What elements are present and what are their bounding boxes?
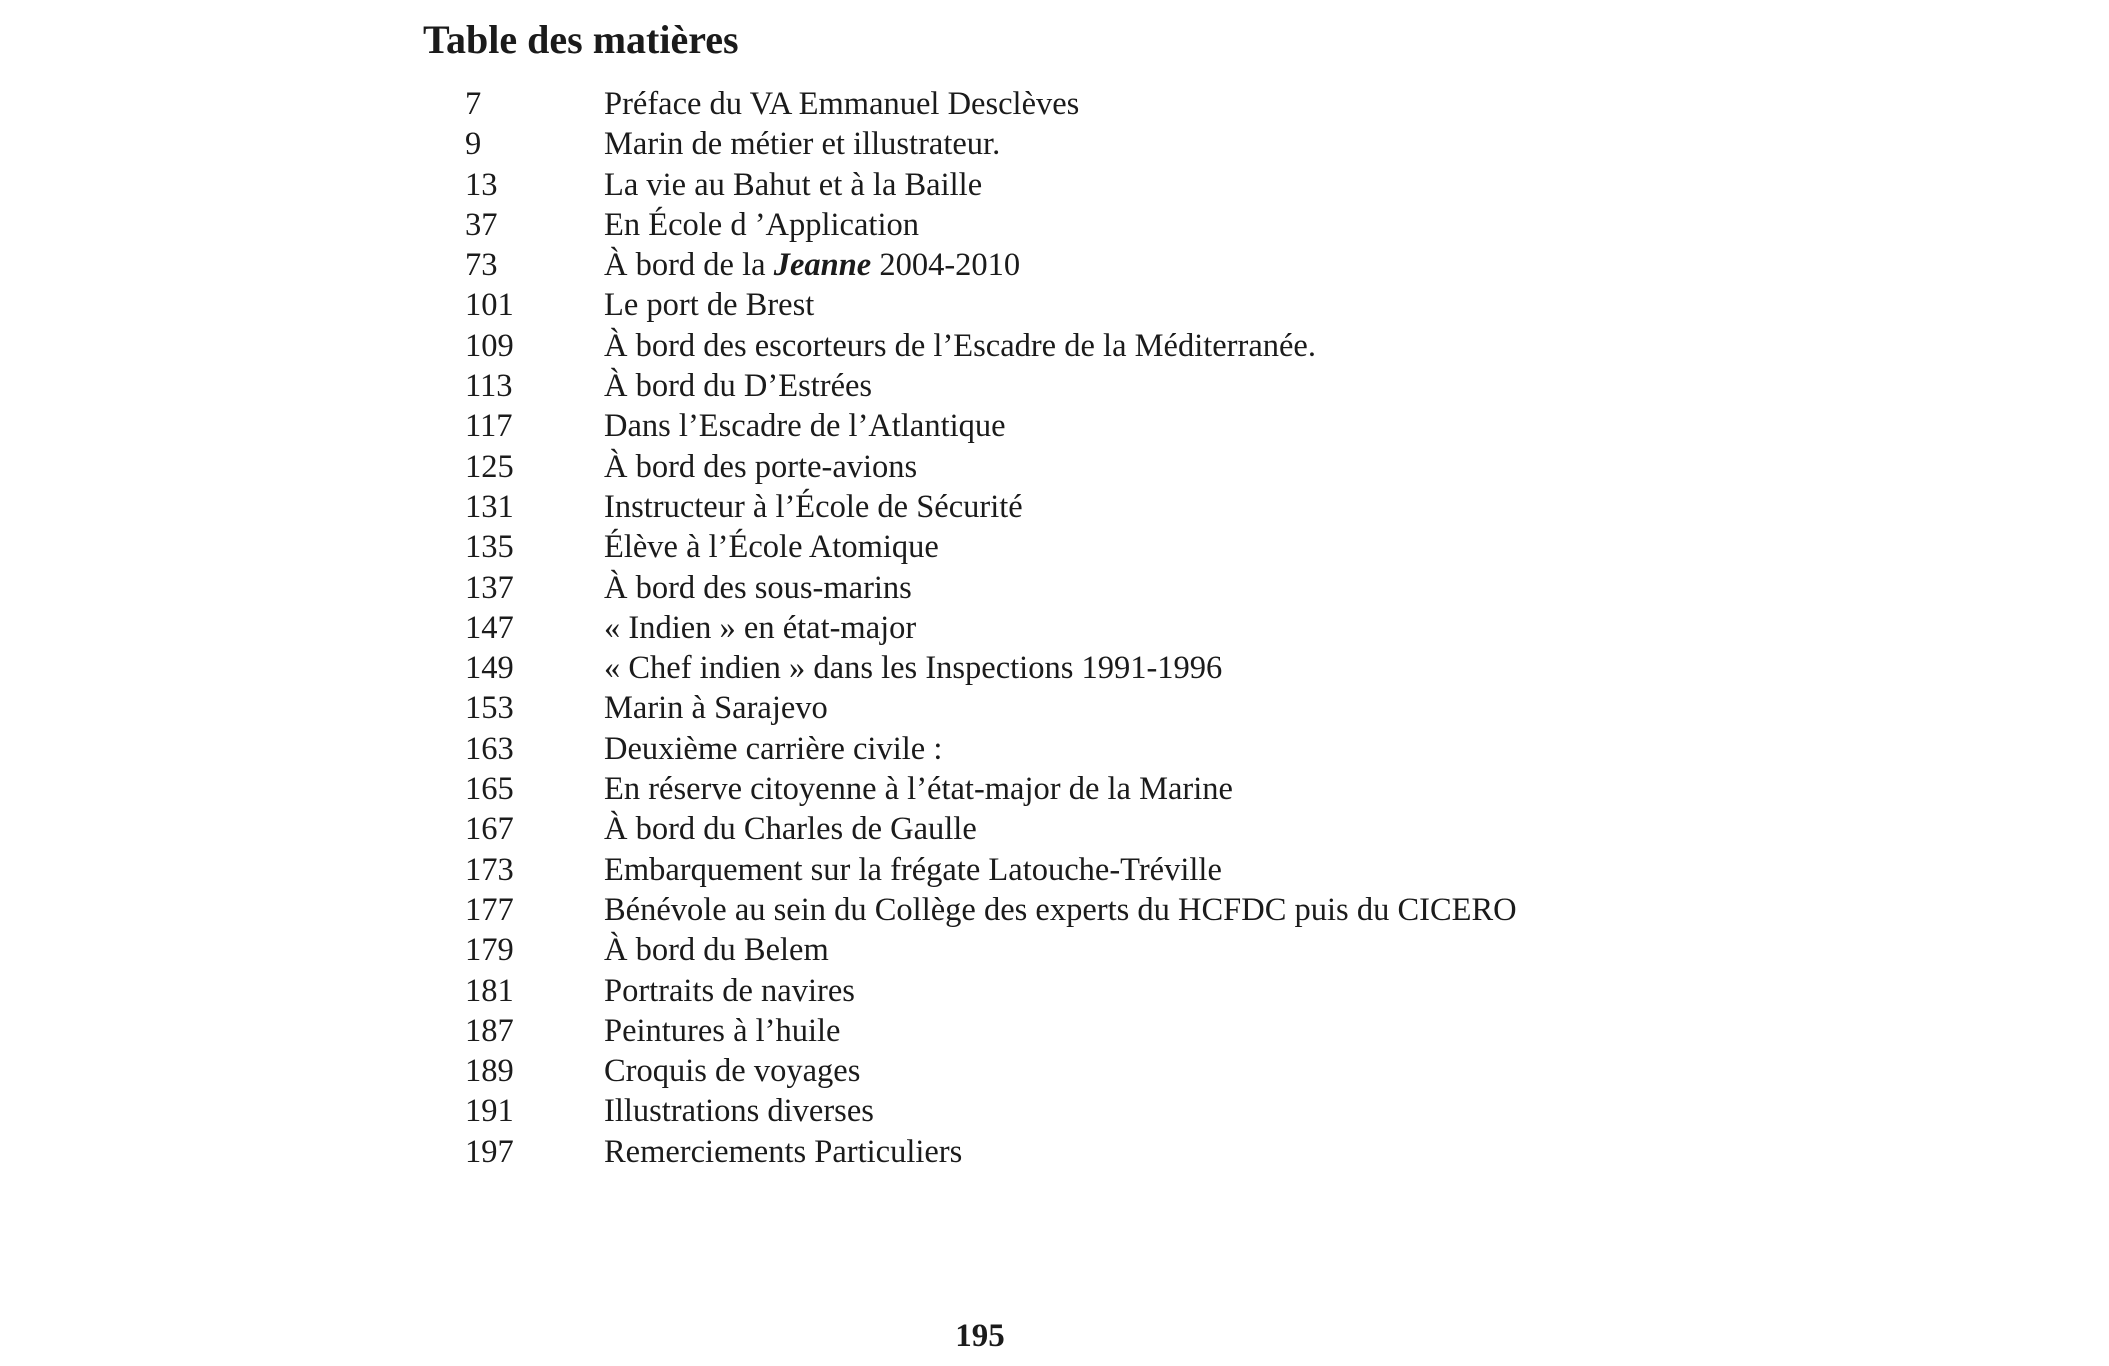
- toc-entry: [0, 406, 2109, 446]
- toc-chapter-title: Croquis de voyages: [604, 1053, 861, 1090]
- toc-entry: [0, 447, 2109, 487]
- toc-page-number: 163: [465, 730, 514, 767]
- toc-entry: [0, 930, 2109, 970]
- toc-entry: [0, 568, 2109, 608]
- toc-entry: [0, 769, 2109, 809]
- toc-entry: [0, 245, 2109, 285]
- toc-chapter-title-start: À bord de la: [604, 247, 774, 284]
- toc-entry: [0, 165, 2109, 205]
- toc-list: [0, 84, 2109, 1172]
- toc-page-number: 73: [465, 247, 498, 284]
- toc-page-number: 181: [465, 972, 514, 1009]
- toc-chapter-title: « Indien » en état-major: [604, 609, 917, 646]
- toc-page-number: 197: [465, 1133, 514, 1170]
- toc-page-number: 191: [465, 1093, 514, 1130]
- toc-chapter-title: À bord des escorteurs de l’Escadre de la Méditerranée.: [604, 327, 1316, 364]
- toc-chapter-title: La vie au Bahut et à la Baille: [604, 166, 983, 203]
- toc-page-number: 37: [465, 206, 498, 243]
- toc-entry: [0, 1051, 2109, 1091]
- toc-page-number: 113: [465, 368, 513, 405]
- toc-chapter-title: Le port de Brest: [604, 287, 815, 324]
- toc-page-number: 137: [465, 569, 514, 606]
- toc-entry: [0, 809, 2109, 849]
- toc-page-number: 189: [465, 1053, 514, 1090]
- toc-entry: [0, 850, 2109, 890]
- toc-page-number: 7: [465, 86, 482, 122]
- toc-entry: [0, 608, 2109, 648]
- toc-chapter-title: À bord du Belem: [604, 932, 829, 969]
- toc-entry: [0, 285, 2109, 325]
- toc-chapter-title-end: 2004-2010: [871, 247, 1021, 284]
- toc-entry: [0, 84, 2109, 124]
- toc-chapter-title: [604, 245, 1020, 285]
- toc-chapter-title: Portraits de navires: [604, 972, 855, 1009]
- toc-page-number: 109: [465, 327, 514, 364]
- toc-entry: [0, 487, 2109, 527]
- toc-chapter-title: Embarquement sur la frégate Latouche-Tréville: [604, 851, 1222, 888]
- toc-entry: [0, 326, 2109, 366]
- toc-entry: [0, 366, 2109, 406]
- toc-chapter-title: À bord des sous-marins: [604, 569, 912, 606]
- toc-page-number: 165: [465, 771, 514, 808]
- toc-chapter-title: « Chef indien » dans les Inspections 1991-1996: [604, 650, 1223, 687]
- toc-page-number: 153: [465, 690, 514, 727]
- toc-chapter-title: À bord des porte-avions: [604, 448, 918, 485]
- toc-entry: [0, 729, 2109, 769]
- toc-entry: [0, 890, 2109, 930]
- toc-chapter-title-emphasis: Jeanne: [773, 247, 872, 284]
- toc-entry: [0, 688, 2109, 728]
- toc-chapter-title: En École d ’Application: [604, 206, 919, 243]
- toc-entry: [0, 648, 2109, 688]
- toc-chapter-title: Préface du VA Emmanuel Desclèves: [604, 86, 1080, 122]
- toc-chapter-title: Deuxième carrière civile :: [604, 730, 943, 767]
- toc-entry: [0, 1132, 2109, 1172]
- toc-chapter-title: En réserve citoyenne à l’état-major de la Marine: [604, 771, 1233, 808]
- toc-page-number: 187: [465, 1012, 514, 1049]
- toc-chapter-title: Instructeur à l’École de Sécurité: [604, 488, 1023, 525]
- toc-chapter-title: Marin à Sarajevo: [604, 690, 828, 727]
- toc-entry: [0, 1011, 2109, 1051]
- toc-chapter-title: Bénévole au sein du Collège des experts du HCFDC puis du CICERO: [604, 891, 1517, 928]
- toc-page-number: 147: [465, 609, 514, 646]
- page-number: 195: [955, 1318, 1005, 1354]
- toc-page-number: 9: [465, 126, 482, 163]
- toc-chapter-title: Élève à l’École Atomique: [604, 529, 939, 566]
- toc-chapter-title: Peintures à l’huile: [604, 1012, 841, 1049]
- toc-entry: [0, 205, 2109, 245]
- toc-page-number: 101: [465, 287, 514, 324]
- toc-chapter-title: Illustrations diverses: [604, 1093, 874, 1130]
- toc-entry: [0, 124, 2109, 164]
- toc-page-number: 167: [465, 811, 514, 848]
- page-title: Table des matières: [423, 17, 739, 62]
- toc-page-number: 173: [465, 851, 514, 888]
- toc-page-number: 13: [465, 166, 498, 203]
- toc-chapter-title: Dans l’Escadre de l’Atlantique: [604, 408, 1006, 445]
- toc-chapter-title: À bord du Charles de Gaulle: [604, 811, 977, 848]
- toc-page-number: 117: [465, 408, 513, 445]
- toc-page-number: 177: [465, 891, 514, 928]
- toc-page-number: 135: [465, 529, 514, 566]
- toc-page-number: 131: [465, 488, 514, 525]
- toc-page-number: 125: [465, 448, 514, 485]
- toc-entry: [0, 527, 2109, 567]
- toc-entry: [0, 1091, 2109, 1131]
- toc-chapter-title: Marin de métier et illustrateur.: [604, 126, 1001, 163]
- toc-entry: [0, 971, 2109, 1011]
- toc-chapter-title: Remerciements Particuliers: [604, 1133, 963, 1170]
- toc-chapter-title: À bord du D’Estrées: [604, 368, 873, 405]
- toc-page-number: 179: [465, 932, 514, 969]
- toc-page-number: 149: [465, 650, 514, 687]
